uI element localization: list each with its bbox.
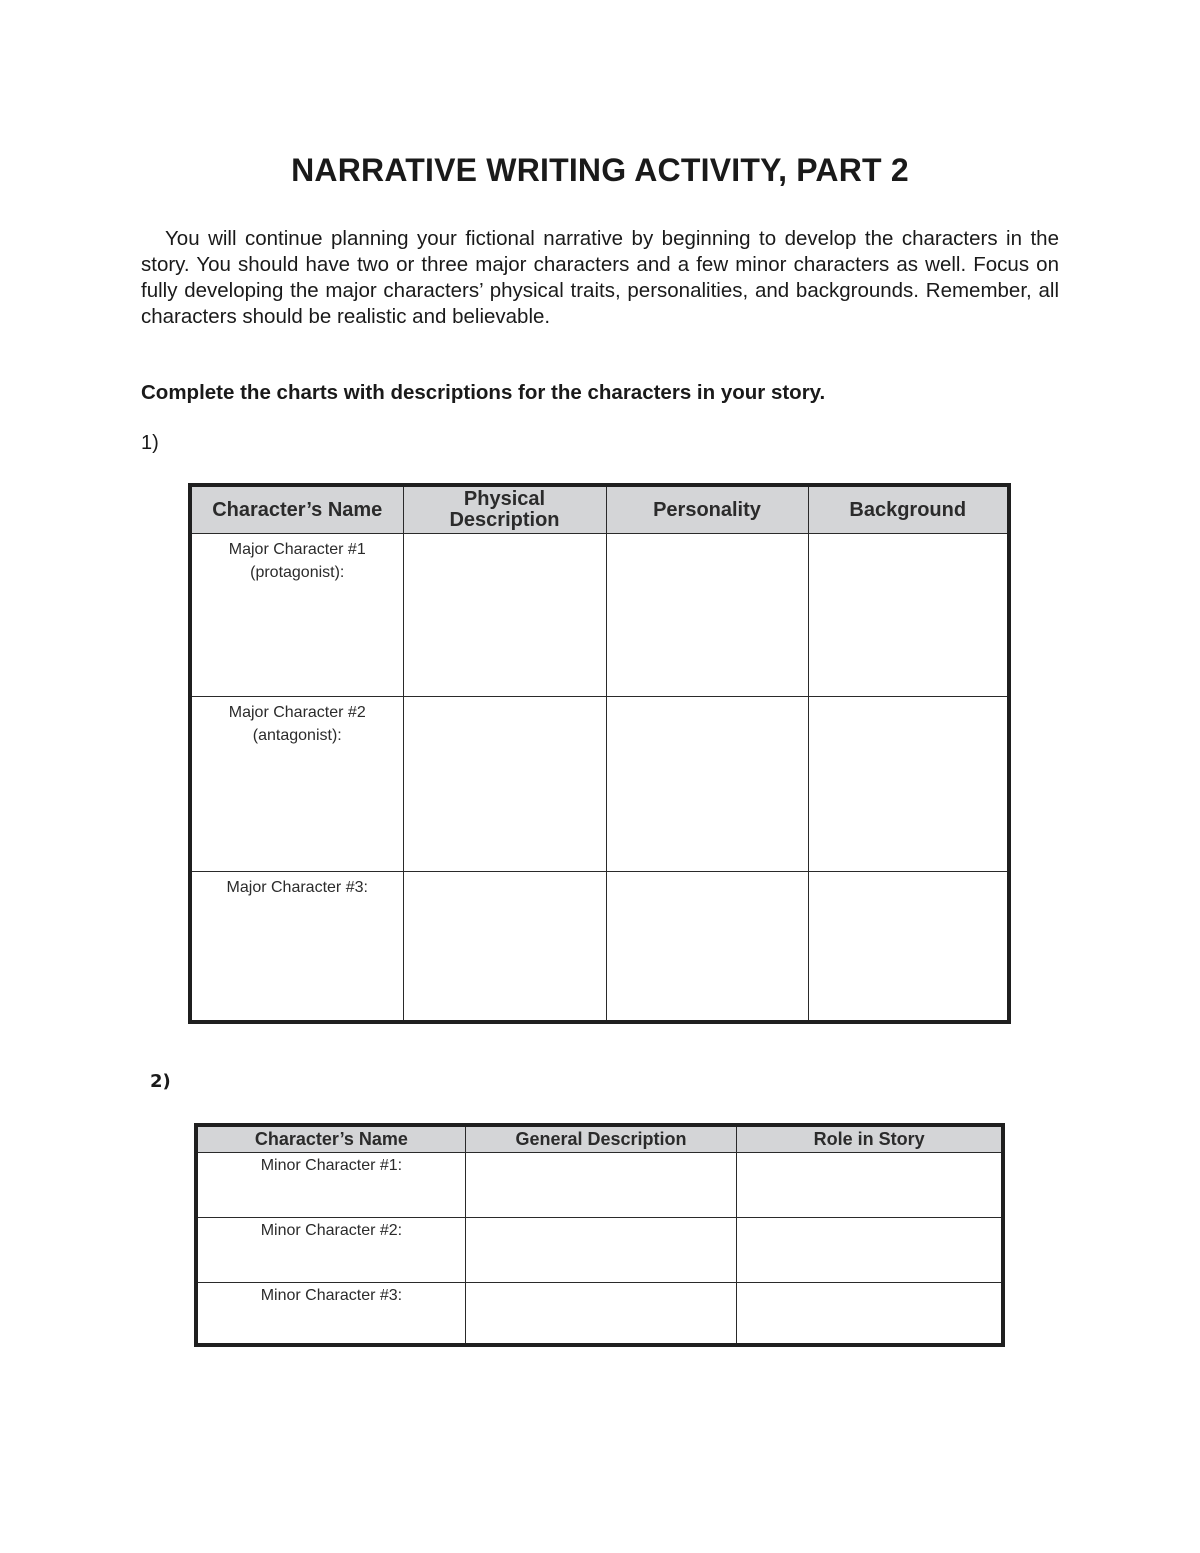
major-character-3-personality-cell[interactable] — [606, 872, 808, 1022]
header-physical-line2: Description — [449, 509, 560, 531]
major-character-2-line1: Major Character #2 — [228, 704, 366, 721]
minor-character-1-description-cell[interactable] — [465, 1153, 736, 1218]
major-character-1-label — [190, 534, 403, 697]
major-character-2-line2: (antagonist): — [252, 727, 342, 744]
major-character-3-line1: Major Character #3: — [226, 879, 368, 896]
major-character-3-label — [190, 872, 403, 1022]
header-physical-line1: Physical — [463, 488, 546, 510]
header-characters-name: Character’s Name — [190, 485, 403, 534]
table-row — [190, 697, 1009, 872]
header-general-description: General Description — [465, 1125, 736, 1153]
minor-character-2-role-cell[interactable] — [737, 1218, 1003, 1283]
header-personality: Personality — [606, 485, 808, 534]
minor-character-3-role-cell[interactable] — [737, 1283, 1003, 1345]
major-character-1-line1: Major Character #1 — [228, 541, 366, 558]
minor-character-3-description-cell[interactable] — [465, 1283, 736, 1345]
minor-character-2-label: Minor Character #2: — [196, 1218, 465, 1283]
table-row — [196, 1218, 1003, 1283]
chart1-header-row — [190, 485, 1009, 534]
instruction-text: Complete the charts with descriptions for the characters in your story. — [141, 381, 826, 404]
intro-paragraph: You will continue planning your fictional narrative by beginning to develop the characters in the story. You should have two or three major characters and a few minor characters as well. Focus on fully developing the major characters’ physical traits, personalities, and backgrounds. Remember, all characters should be realistic and believable. — [141, 227, 1059, 328]
major-character-3-physical-cell[interactable] — [403, 872, 606, 1022]
header-background: Background — [808, 485, 1009, 534]
header-role-in-story: Role in Story — [737, 1125, 1003, 1153]
chart1-number: 1) — [141, 432, 159, 454]
major-character-1-physical-cell[interactable] — [403, 534, 606, 697]
major-character-2-physical-cell[interactable] — [403, 697, 606, 872]
major-character-1-background-cell[interactable] — [808, 534, 1009, 697]
chart2-number: 2) — [150, 1071, 171, 1092]
major-character-2-personality-cell[interactable] — [606, 697, 808, 872]
minor-character-3-label: Minor Character #3: — [196, 1283, 465, 1345]
major-character-1-personality-cell[interactable] — [606, 534, 808, 697]
major-character-1-line2: (protagonist): — [250, 564, 345, 581]
minor-characters-chart — [194, 1123, 1005, 1347]
header-characters-name-2: Character’s Name — [196, 1125, 465, 1153]
header-physical-description — [403, 485, 606, 534]
page-title: NARRATIVE WRITING ACTIVITY, PART 2 — [291, 152, 909, 188]
table-row — [190, 872, 1009, 1022]
major-character-2-label — [190, 697, 403, 872]
major-characters-chart — [188, 483, 1011, 1024]
table-row — [196, 1153, 1003, 1218]
major-character-3-background-cell[interactable] — [808, 872, 1009, 1022]
minor-character-1-label: Minor Character #1: — [196, 1153, 465, 1218]
minor-character-2-description-cell[interactable] — [465, 1218, 736, 1283]
table-row — [196, 1283, 1003, 1345]
minor-character-1-role-cell[interactable] — [737, 1153, 1003, 1218]
table-row — [190, 534, 1009, 697]
chart2-header-row — [196, 1125, 1003, 1153]
major-character-2-background-cell[interactable] — [808, 697, 1009, 872]
